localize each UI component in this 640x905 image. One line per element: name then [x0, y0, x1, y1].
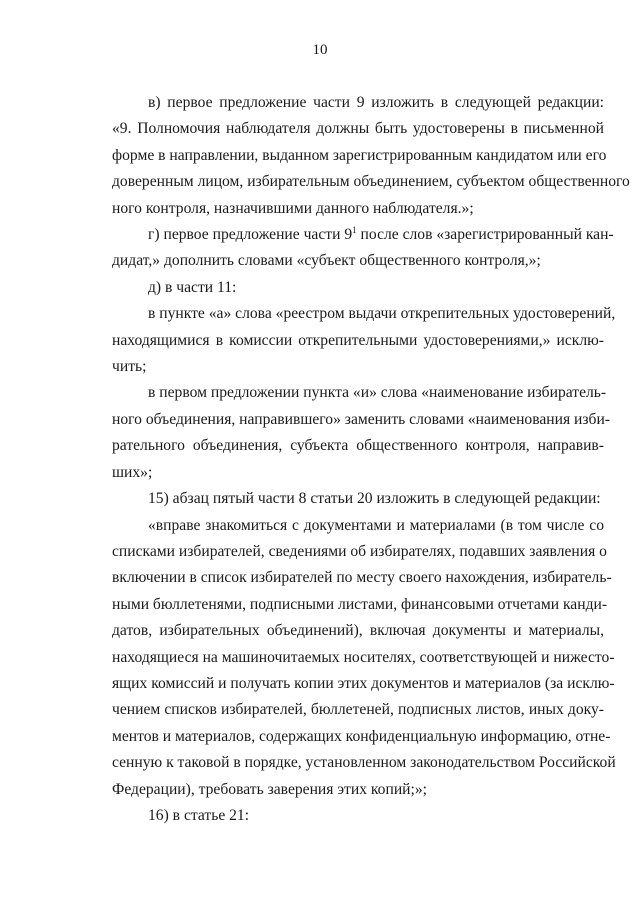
text-line: Федерации), требовать заверения этих копий;»;: [112, 780, 427, 798]
text-line: 16) в статье 21:: [148, 806, 250, 824]
text-line: ными бюллетенями, подписными листами, финансовыми отчетами канди-: [112, 595, 608, 613]
text-line: в первом предложении пункта «и» слова «наименование избиратель-: [148, 384, 607, 402]
text-line: доверенным лицом, избирательным объединением, субъектом общественного: [112, 173, 630, 191]
paragraph-d-a: [112, 301, 616, 380]
text-line: находящимися в комиссии открепительными удостоверениями,» исклю-: [112, 331, 604, 349]
paragraph-d-i: [112, 380, 611, 486]
text-line: ших»;: [112, 463, 153, 481]
text-line: ного объединения, направившего» заменить словами «наименования изби-: [112, 410, 611, 428]
text-fragment: г) первое предложение части 9: [148, 226, 353, 244]
text-line: включении в список избирателей по месту своего нахождения, избиратель-: [112, 569, 612, 587]
paragraph-d: [112, 275, 604, 301]
text-line: чить;: [112, 358, 147, 376]
text-line: ящих комиссий и получать копии этих документов и материалов (за исклю-: [112, 674, 615, 692]
text-line: «9. Полномочия наблюдателя должны быть удостоверены в письменной: [112, 120, 604, 138]
text-line: чением списков избирателей, бюллетеней, подписных листов, иных доку-: [112, 701, 604, 719]
superscript: 1: [352, 225, 357, 236]
text-line: находящиеся на машиночитаемых носителях, соответствующей и нижесто-: [112, 648, 615, 666]
text-line: в) первое предложение части 9 изложить в следующей редакции:: [148, 94, 604, 111]
paragraph-g: [112, 222, 614, 275]
text-line: сенную к таковой в порядке, установленном законодательством Российской: [112, 754, 616, 772]
text-line: ментов и материалов, содержащих конфиденциальную информацию, отне-: [112, 727, 611, 745]
text-fragment: после слов «зарегистрированный кан-: [356, 226, 614, 244]
page-number: 10: [312, 42, 328, 58]
document-body: [112, 90, 630, 829]
text-line: форме в направлении, выданном зарегистрированным кандидатом или его: [112, 146, 607, 164]
text-line: датов, избирательных объединений), включая документы и материалы,: [112, 622, 604, 640]
text-line: 15) абзац пятый части 8 статьи 20 изложить в следующей редакции:: [148, 490, 601, 508]
text-line: [112, 222, 614, 248]
paragraph-15: [112, 486, 604, 512]
text-line: ного контроля, назначившими данного наблюдателя.»;: [112, 199, 474, 217]
text-line: д) в части 11:: [148, 278, 237, 296]
text-line: «вправе знакомиться с документами и материалами (в том числе со: [148, 516, 604, 534]
text-line: в пункте «а» слова «реестром выдачи открепительных удостоверений,: [148, 305, 616, 323]
text-line: рательного объединения, субъекта общественного контроля, направив-: [112, 437, 604, 455]
text-line: списками избирателей, сведениями об избирателях, подавших заявления о: [112, 542, 607, 560]
text-line: дидат,» дополнить словами «субъект общественного контроля,»;: [112, 252, 541, 270]
paragraph-v: [112, 90, 630, 222]
paragraph-16: [112, 803, 604, 829]
paragraph-15-quote: [112, 513, 616, 803]
